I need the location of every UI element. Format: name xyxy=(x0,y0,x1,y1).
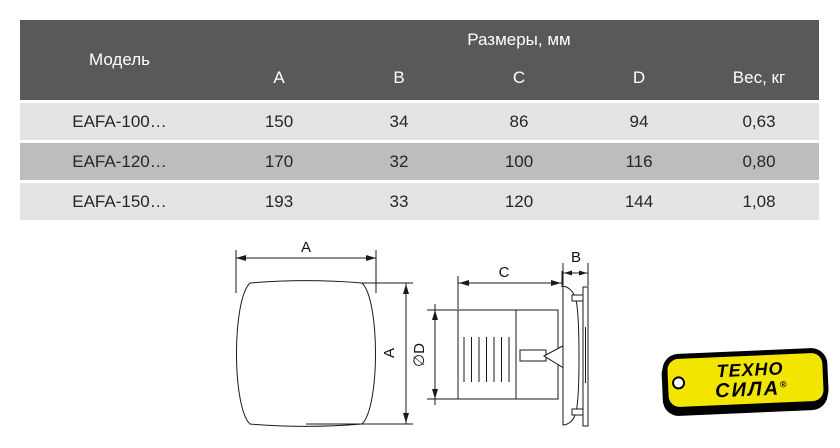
col-header-a: A xyxy=(273,68,285,87)
cell-d: 116 xyxy=(625,152,653,171)
technosila-logo xyxy=(662,347,829,412)
dim-label-width: A xyxy=(300,239,312,256)
col-header-c: C xyxy=(512,68,526,87)
front-view xyxy=(236,239,413,426)
side-view xyxy=(411,249,588,426)
cell-b: 34 xyxy=(389,112,409,131)
cell-b: 32 xyxy=(389,152,409,171)
col-header-model: Модель xyxy=(88,50,151,69)
cell-c: 100 xyxy=(504,152,534,171)
logo-hole-icon xyxy=(672,376,686,390)
col-group-dimensions: Размеры, мм xyxy=(467,30,571,49)
col-header-b: B xyxy=(393,68,405,87)
cell-c: 86 xyxy=(509,112,529,131)
dim-label-height: A xyxy=(381,347,398,359)
dim-label-panel: B xyxy=(570,249,582,266)
cell-a: 170 xyxy=(264,152,294,171)
cell-d: 144 xyxy=(624,192,654,211)
cell-c: 120 xyxy=(504,192,534,211)
cell-d: 94 xyxy=(629,112,649,131)
cell-b: 33 xyxy=(389,192,409,211)
dim-label-depth: C xyxy=(498,264,510,281)
cell-model: EAFA-150… xyxy=(72,192,167,211)
cell-model: EAFA-100… xyxy=(72,112,167,131)
registered-mark: ® xyxy=(779,378,787,389)
col-header-weight: Вес, кг xyxy=(732,68,786,87)
logo-tag xyxy=(662,347,829,412)
logo-line2 xyxy=(715,378,787,401)
cell-weight: 0,80 xyxy=(742,152,776,171)
logo-line1: ТЕХНО xyxy=(716,357,784,381)
cell-a: 193 xyxy=(264,192,294,211)
logo-line2-text: СИЛА xyxy=(714,377,781,402)
cell-model: EAFA-120… xyxy=(72,152,167,171)
col-header-d: D xyxy=(632,68,646,87)
cell-weight: 1,08 xyxy=(742,192,776,211)
cell-a: 150 xyxy=(264,112,294,131)
dim-label-diameter: ∅D xyxy=(411,343,428,367)
logo-face xyxy=(667,353,824,408)
cell-weight: 0,63 xyxy=(742,112,776,131)
